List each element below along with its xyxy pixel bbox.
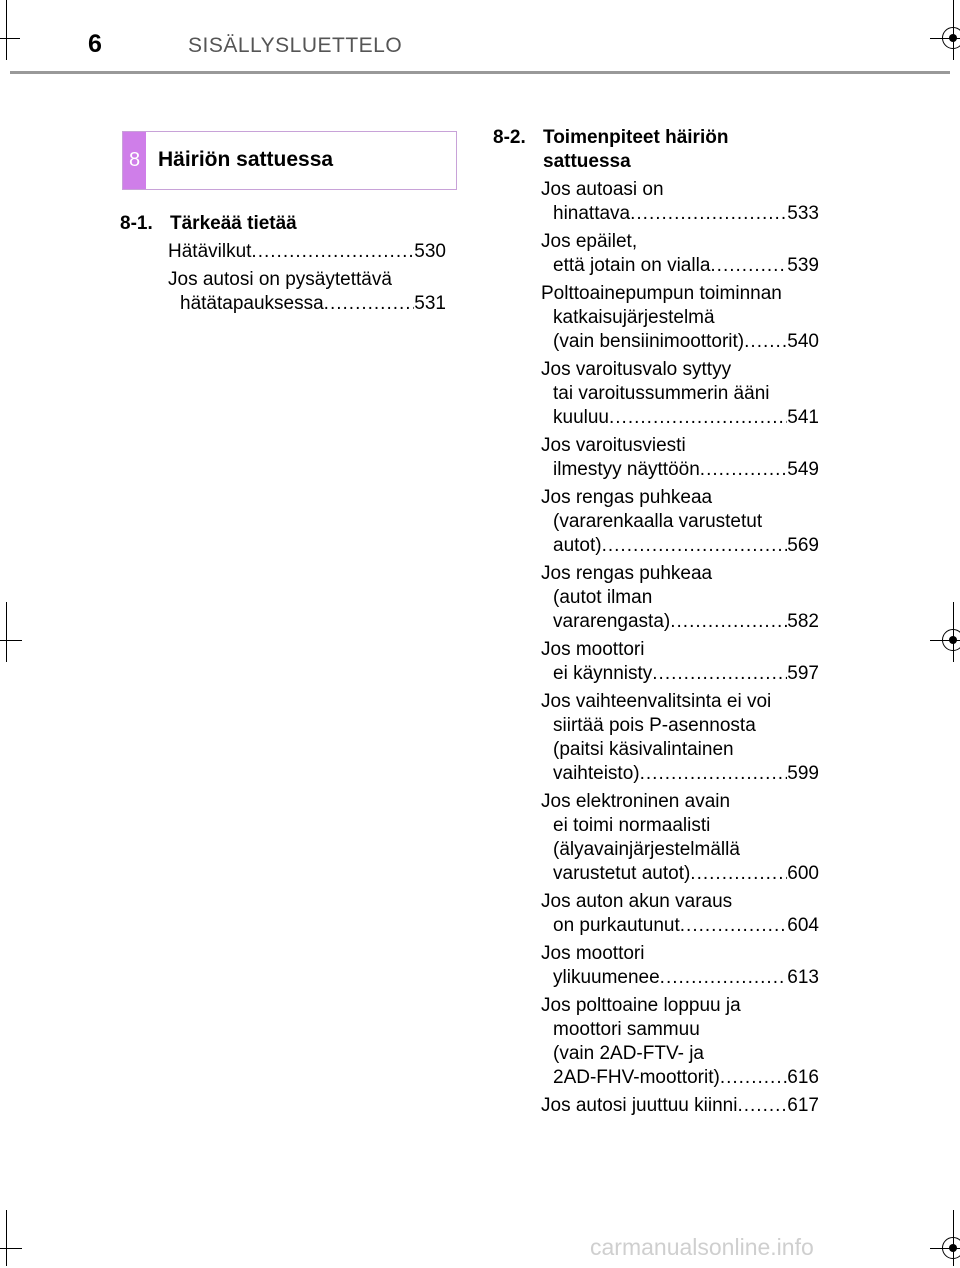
- toc-page-number: 616: [787, 1067, 819, 1088]
- toc-page-number: 549: [787, 459, 819, 480]
- dot-leader: [720, 1066, 787, 1090]
- toc-entry-text: (vain 2AD-FTV- ja: [553, 1043, 704, 1064]
- toc-page-number: 617: [787, 1095, 819, 1116]
- toc-page-number: 582: [787, 611, 819, 632]
- toc-entry-text: Jos vaihteenvalitsinta ei voi: [541, 691, 772, 712]
- toc-entry-text: (älyavainjärjestelmällä: [553, 839, 740, 860]
- toc-page-number: 540: [787, 331, 819, 352]
- subsection-title: Tärkeää tietää: [170, 213, 297, 234]
- dot-leader: [630, 202, 787, 226]
- toc-entry[interactable]: [541, 690, 819, 786]
- toc-entry[interactable]: [541, 434, 819, 482]
- toc-entry[interactable]: [541, 790, 819, 886]
- toc-entry[interactable]: [541, 178, 819, 226]
- dot-leader: [660, 966, 788, 990]
- toc-page-number: 539: [787, 255, 819, 276]
- toc-entry-text: ei käynnisty: [553, 663, 653, 684]
- toc-entry-text: Polttoainepumpun toiminnan: [541, 283, 782, 304]
- toc-entry[interactable]: [541, 994, 819, 1090]
- toc-entry-text: Jos moottori: [541, 943, 645, 964]
- dot-leader: [609, 406, 787, 430]
- toc-subsection: [493, 126, 819, 1118]
- dot-leader: [640, 762, 788, 786]
- toc-entry[interactable]: [541, 486, 819, 558]
- toc-entry-text: Jos autosi on pysäytettävä: [168, 269, 392, 290]
- page-number: 6: [88, 30, 102, 58]
- toc-entry-text: hätätapauksessa: [180, 293, 324, 314]
- subsection-title-text: Toimenpiteet häiriön sattuessa: [543, 127, 729, 172]
- toc-entry-text: on purkautunut: [553, 915, 680, 936]
- toc-entry[interactable]: [541, 638, 819, 686]
- dot-leader: [251, 240, 414, 264]
- toc-entry-text: Jos moottori: [541, 639, 645, 660]
- toc-entry-text: että jotain on vialla: [553, 255, 711, 276]
- toc-entry-text: Jos autosi juuttuu kiinni: [541, 1095, 738, 1116]
- toc-subsection: [120, 212, 446, 316]
- dot-leader: [324, 292, 415, 316]
- dot-leader: [690, 862, 787, 886]
- page-header-title: SISÄLLYSLUETTELO: [188, 34, 403, 57]
- toc-entry-text: Jos varoitusviesti: [541, 435, 686, 456]
- toc-page-number: 604: [787, 915, 819, 936]
- toc-entry-text: katkaisujärjestelmä: [553, 307, 715, 328]
- toc-entry-text: Jos auton akun varaus: [541, 891, 733, 912]
- subsection-heading: [120, 212, 446, 236]
- toc-entry-text: autot): [553, 535, 602, 556]
- toc-entry-text: vararengasta): [553, 611, 671, 632]
- toc-entry-text: (paitsi käsivalintainen: [553, 739, 734, 760]
- toc-page-number: 530: [414, 241, 446, 262]
- dot-leader: [680, 914, 788, 938]
- header-rule: [10, 71, 950, 74]
- toc-entry-text: tai varoitussummerin ääni: [553, 383, 770, 404]
- toc-entry[interactable]: [541, 230, 819, 278]
- toc-entry-text: (autot ilman: [553, 587, 653, 608]
- toc-entry-text: Jos epäilet,: [541, 231, 638, 252]
- toc-entry-text: Hätävilkut: [168, 241, 252, 262]
- toc-entry-text: Jos rengas puhkeaa: [541, 563, 713, 584]
- toc-page-number: 531: [414, 293, 446, 314]
- section-title: Häiriön sattuessa: [158, 148, 334, 171]
- toc-entry[interactable]: [541, 942, 819, 990]
- toc-entry-text: hinattava: [553, 203, 631, 224]
- subsection-number: 8-2.: [493, 127, 526, 148]
- toc-page-number: 533: [787, 203, 819, 224]
- dot-leader: [744, 330, 787, 354]
- toc-page-number: 569: [787, 535, 819, 556]
- toc-entries: [168, 240, 446, 316]
- toc-entries: [541, 178, 819, 1118]
- toc-page-number: 599: [787, 763, 819, 784]
- dot-leader: [652, 662, 787, 686]
- subsection-heading: [493, 126, 819, 174]
- toc-entry[interactable]: [541, 358, 819, 430]
- toc-entry[interactable]: [541, 1094, 819, 1118]
- toc-entry[interactable]: [541, 890, 819, 938]
- toc-entry-text: kuuluu: [553, 407, 609, 428]
- subsection-number: 8-1.: [120, 213, 153, 234]
- section-heading-box: [122, 131, 457, 190]
- toc-entry-text: ei toimi normaalisti: [553, 815, 711, 836]
- toc-entry-text: Jos rengas puhkeaa: [541, 487, 713, 508]
- dot-leader: [602, 534, 788, 558]
- toc-entry-text: ilmestyy näyttöön: [553, 459, 700, 480]
- watermark: carmanualsonline.info: [590, 1234, 814, 1260]
- toc-page-number: 597: [787, 663, 819, 684]
- toc-entry-text: (vain bensiinimoottorit): [553, 331, 745, 352]
- toc-page-number: 613: [787, 967, 819, 988]
- toc-entry-text: siirtää pois P-asennosta: [553, 715, 756, 736]
- toc-entry-text: (vararenkaalla varustetut: [553, 511, 763, 532]
- toc-entry[interactable]: [541, 282, 819, 354]
- toc-entry-text: 2AD-FHV-moottorit): [553, 1067, 720, 1088]
- section-number-tab: 8: [123, 132, 146, 189]
- toc-entry-text: Jos autoasi on: [541, 179, 664, 200]
- toc-entry[interactable]: [168, 268, 446, 316]
- dot-leader: [670, 610, 787, 634]
- toc-entry-text: ylikuumenee: [553, 967, 660, 988]
- dot-leader: [737, 1094, 787, 1118]
- dot-leader: [700, 458, 788, 482]
- toc-page-number: 541: [787, 407, 819, 428]
- toc-entry-text: Jos polttoaine loppuu ja: [541, 995, 741, 1016]
- toc-entry-text: varustetut autot): [553, 863, 691, 884]
- toc-entry-text: vaihteisto): [553, 763, 640, 784]
- toc-entry-text: Jos elektroninen avain: [541, 791, 731, 812]
- dot-leader: [710, 254, 787, 278]
- subsection-title: [543, 126, 819, 174]
- toc-entry[interactable]: [168, 240, 446, 264]
- toc-entry-text: moottori sammuu: [553, 1019, 700, 1040]
- toc-entry-text: Jos varoitusvalo syttyy: [541, 359, 732, 380]
- toc-entry[interactable]: [541, 562, 819, 634]
- toc-page-number: 600: [787, 863, 819, 884]
